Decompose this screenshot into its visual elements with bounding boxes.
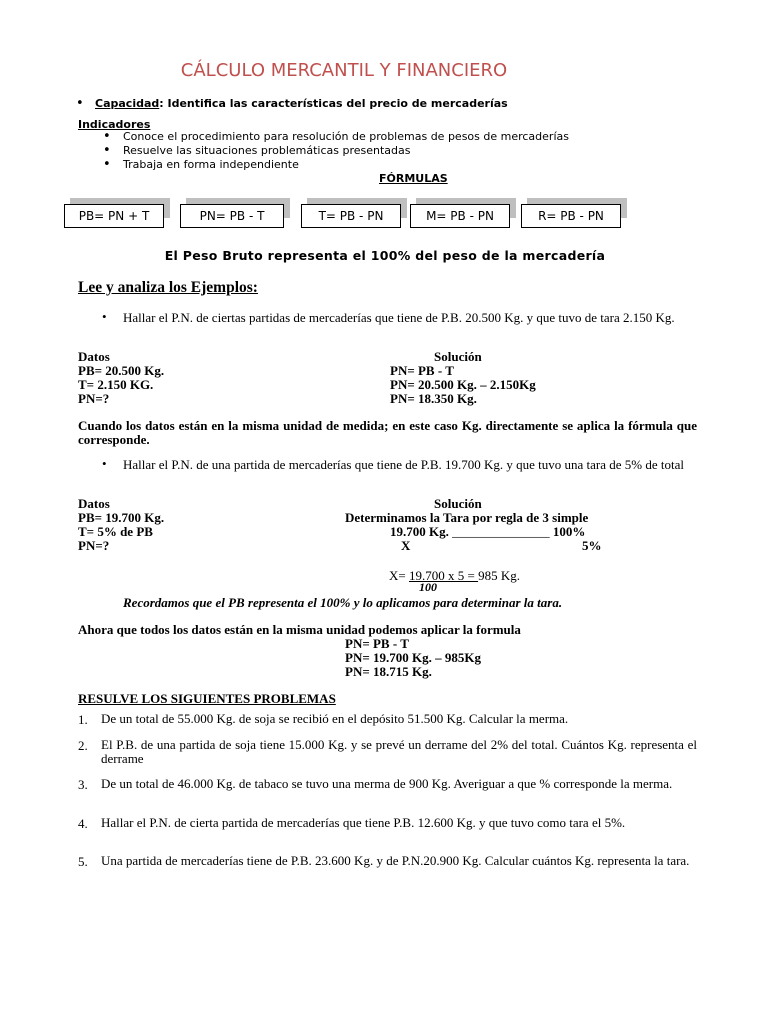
indicador-item: Resuelve las situaciones problemáticas presentadas xyxy=(123,144,411,157)
regla-row2-left: X xyxy=(401,538,411,553)
ejemplos-heading: Lee y analiza los Ejemplos: xyxy=(78,279,258,296)
problem-text: De un total de 55.000 Kg. de soja se recibió en el depósito 51.500 Kg. Calcular la merma. xyxy=(101,711,569,726)
problem-number: 4. xyxy=(78,816,88,831)
problem-text: Hallar el P.N. de cierta partida de mercaderías que tiene P.B. 12.600 Kg. y que tuvo como tara el 5%. xyxy=(101,815,626,830)
solucion-line: PN= PB - T xyxy=(390,363,454,378)
capacidad-text: : Identifica las características del precio de mercaderías xyxy=(159,97,508,110)
problem-number: 2. xyxy=(78,738,88,753)
indicador-item: Conoce el procedimiento para resolución de problemas de pesos de mercaderías xyxy=(123,130,569,143)
formula-box-r: R= PB - PN xyxy=(521,204,621,228)
dato-line: PN=? xyxy=(78,391,110,406)
bullet-icon: • xyxy=(102,456,107,471)
bullet-icon: • xyxy=(103,157,111,172)
regla-row1 xyxy=(390,524,585,540)
indicadores-label: Indicadores xyxy=(78,118,151,131)
formula-box-t: T= PB - PN xyxy=(301,204,401,228)
solucion-label: Solución xyxy=(434,496,482,511)
capacidad-line xyxy=(95,97,508,110)
bullet-icon: • xyxy=(103,143,111,158)
problem-number: 3. xyxy=(78,777,88,792)
problem-text: El P.B. de una partida de soja tiene 15.000 Kg. y se prevé un derrame del 2% del total. Cuántos Kg. representa el derrame xyxy=(101,737,697,766)
solucion-line: PN= 20.500 Kg. – 2.150Kg xyxy=(390,377,536,392)
x-denominator: 100 xyxy=(419,580,437,594)
bullet-icon: • xyxy=(76,96,84,111)
example1-note: Cuando los datos están en la misma unidad de medida; en este caso Kg. directamente se aplica la fórmula que corresponde. xyxy=(78,418,697,447)
peso-bruto-note: El Peso Bruto representa el 100% del peso de la mercadería xyxy=(164,248,606,263)
final-line: PN= 18.715 Kg. xyxy=(345,664,432,679)
datos-label: Datos xyxy=(78,496,110,511)
x-numerator: 19.700 x 5 = xyxy=(408,568,479,583)
final-line: PN= 19.700 Kg. – 985Kg xyxy=(345,650,481,665)
dato-line: PB= 20.500 Kg. xyxy=(78,363,165,378)
bullet-icon: • xyxy=(103,129,111,144)
example1-statement: Hallar el P.N. de ciertas partidas de mercaderías que tiene de P.B. 20.500 Kg. y que tuvo de tara 2.150 Kg. xyxy=(123,310,675,325)
capacidad-label: Capacidad xyxy=(95,97,160,110)
regla-row1-line: _______________ xyxy=(452,524,550,539)
solucion-line: PN= 18.350 Kg. xyxy=(390,391,477,406)
problems-heading: RESULVE LOS SIGUIENTES PROBLEMAS xyxy=(78,691,336,706)
problem-text: Una partida de mercaderías tiene de P.B. 23.600 Kg. y de P.N.20.900 Kg. Calcular cuántos Kg. representa la tara. xyxy=(101,853,690,868)
problem-number: 1. xyxy=(78,712,88,727)
dato-line: T= 5% de PB xyxy=(78,524,153,539)
formula-box-m: M= PB - PN xyxy=(410,204,510,228)
page-title: CÁLCULO MERCANTIL Y FINANCIERO xyxy=(180,60,508,81)
x-equation xyxy=(389,568,520,584)
regla-title: Determinamos la Tara por regla de 3 simple xyxy=(345,510,589,525)
formula-box-pn: PN= PB - T xyxy=(180,204,284,228)
ahora-note: Ahora que todos los datos están en la misma unidad podemos aplicar la formula xyxy=(78,622,521,637)
formula-box-pb: PB= PN + T xyxy=(64,204,164,228)
dato-line: PB= 19.700 Kg. xyxy=(78,510,165,525)
formulas-heading: FÓRMULAS xyxy=(379,172,448,185)
x-result: 985 Kg. xyxy=(478,568,520,583)
example2-statement: Hallar el P.N. de una partida de mercaderías que tiene de P.B. 19.700 Kg. y que tuvo una tara de 5% de total xyxy=(123,457,684,472)
regla-row1-right: 100% xyxy=(549,524,586,539)
problem-text: De un total de 46.000 Kg. de tabaco se tuvo una merma de 900 Kg. Averiguar a que % corresponde la merma. xyxy=(101,776,673,791)
regla-row2-right: 5% xyxy=(582,538,602,553)
final-line: PN= PB - T xyxy=(345,636,409,651)
dato-line: PN=? xyxy=(78,538,110,553)
regla-row1-left: 19.700 Kg. xyxy=(390,524,453,539)
bullet-icon: • xyxy=(102,309,107,324)
problem-number: 5. xyxy=(78,854,88,869)
x-prefix: X= xyxy=(389,568,409,583)
recordamos-note: Recordamos que el PB representa el 100% y lo aplicamos para determinar la tara. xyxy=(123,595,563,610)
datos-label: Datos xyxy=(78,349,110,364)
solucion-label: Solución xyxy=(434,349,482,364)
dato-line: T= 2.150 KG. xyxy=(78,377,154,392)
indicador-item: Trabaja en forma independiente xyxy=(123,158,299,171)
